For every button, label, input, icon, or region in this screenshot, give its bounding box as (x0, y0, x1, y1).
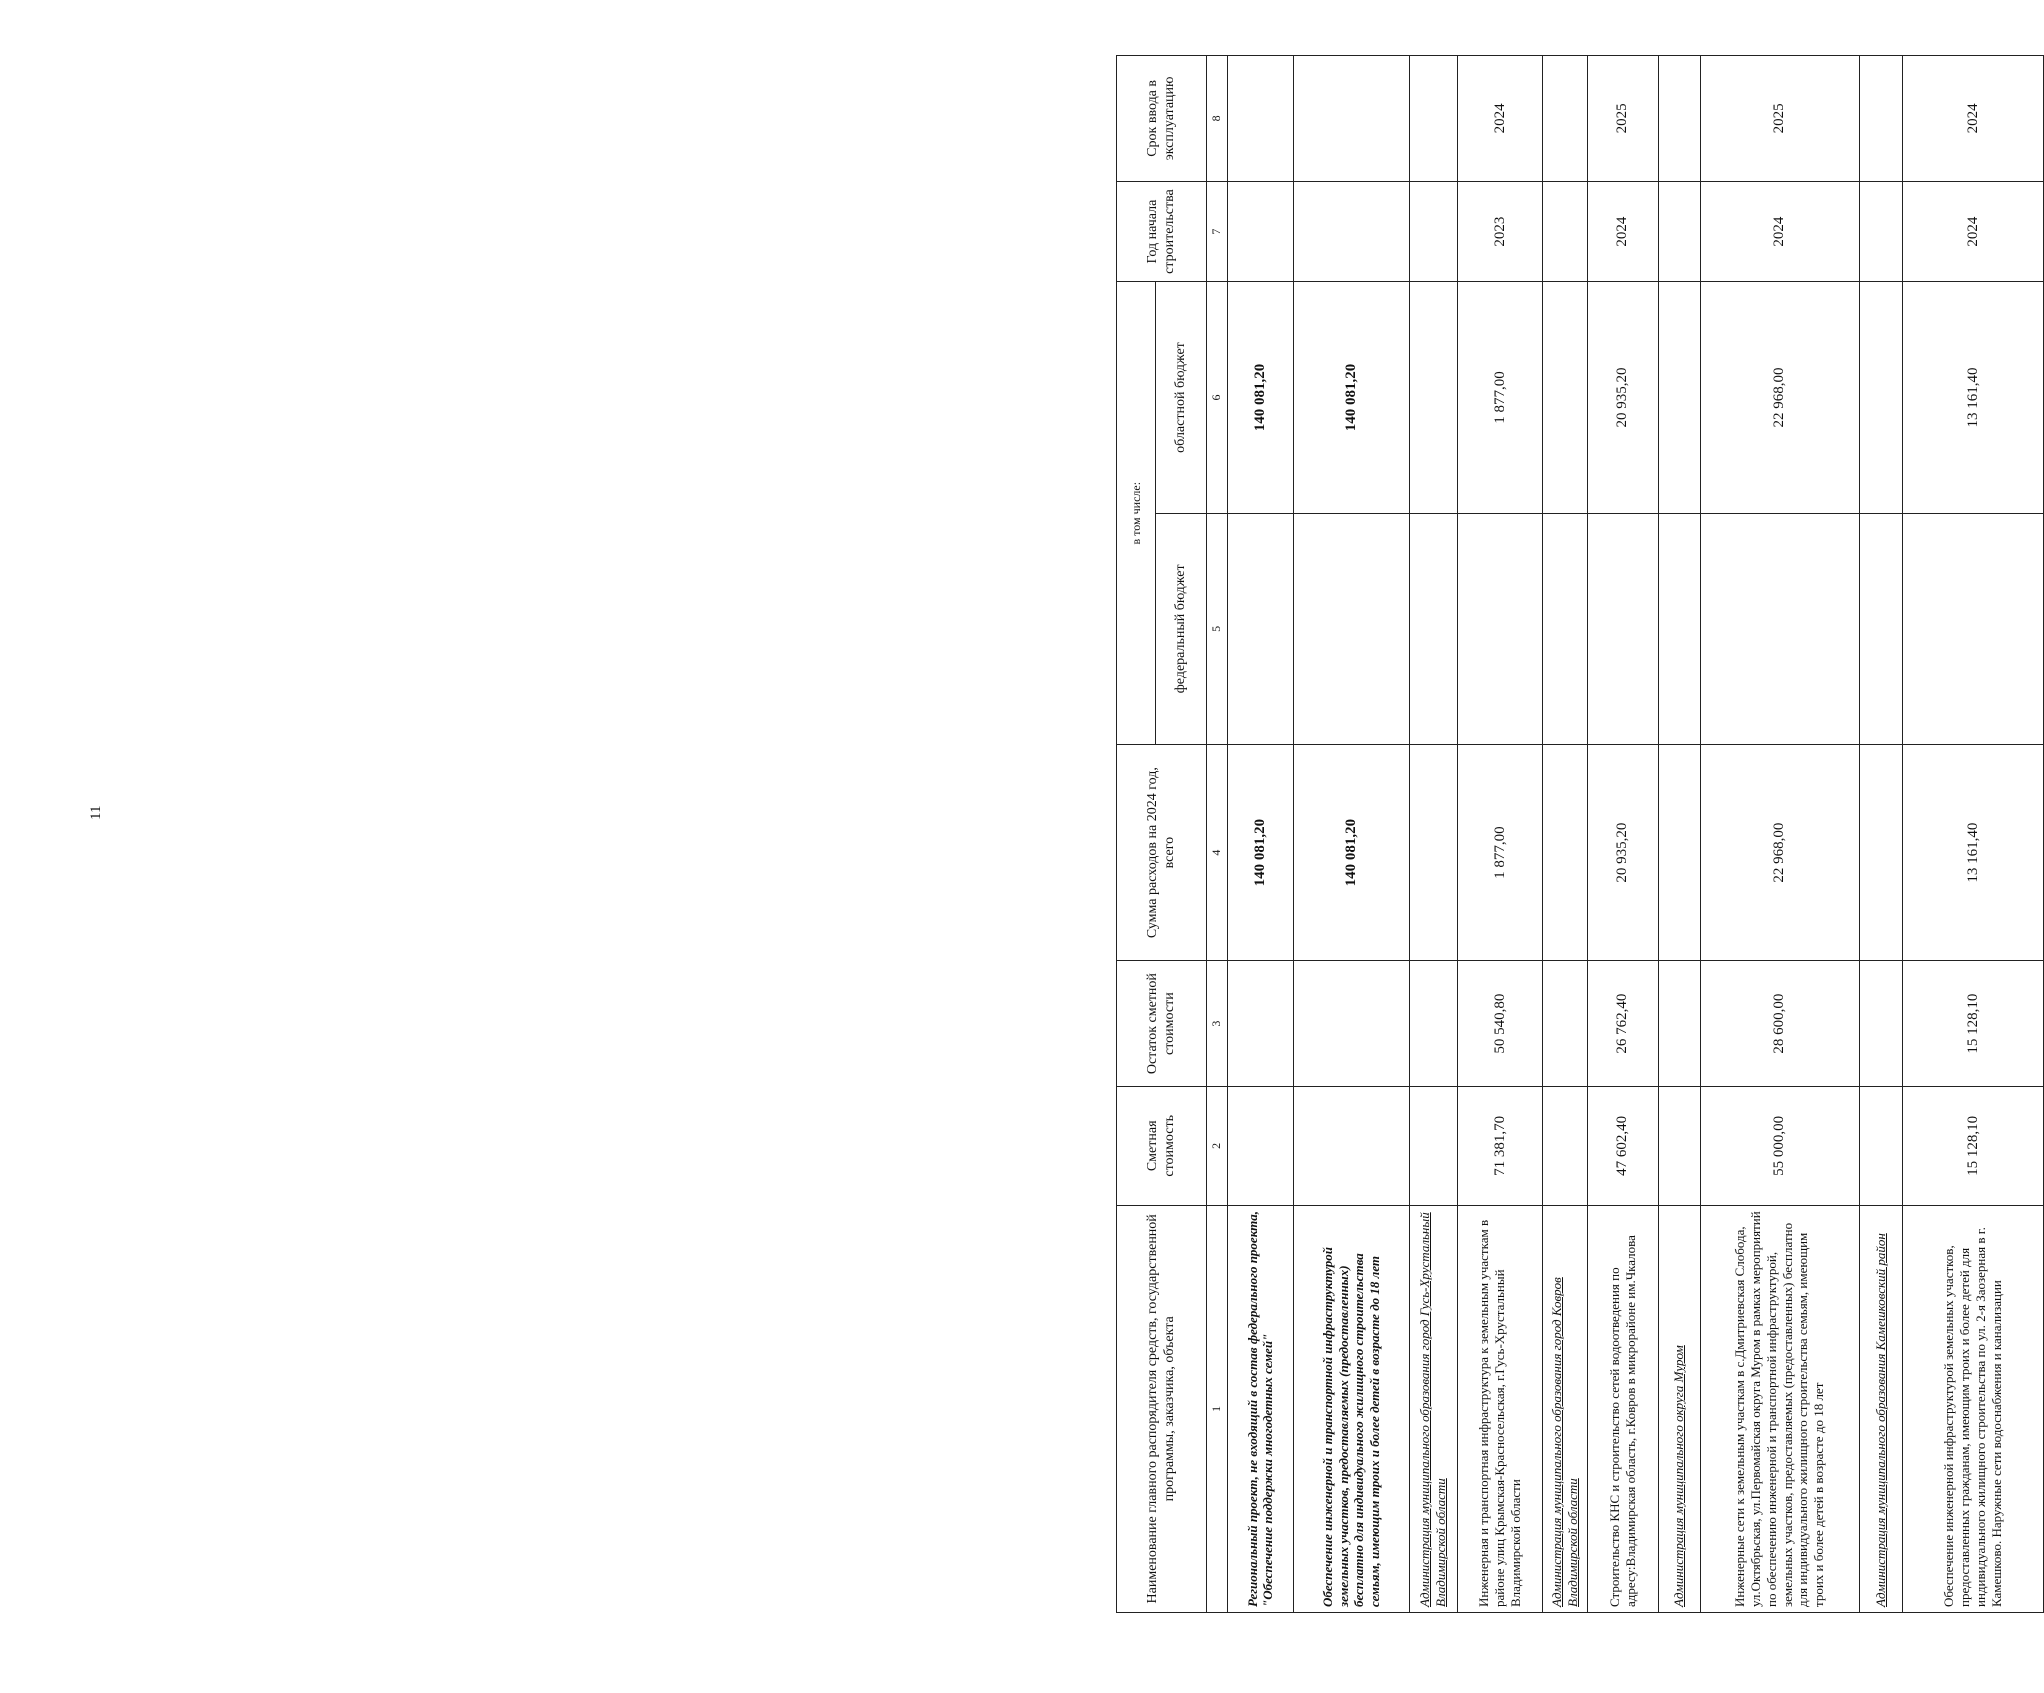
header-col6: областной бюджет (1156, 282, 1207, 513)
cell (1227, 1086, 1294, 1205)
cell (1294, 56, 1409, 182)
cell-cost: 55 000,00 (1700, 1086, 1859, 1205)
cell-total: 13 161,40 (1903, 745, 2044, 961)
cell-remaining: 28 600,00 (1700, 961, 1859, 1087)
table-row (1294, 56, 1409, 1613)
table-row (1903, 56, 2044, 1613)
budget-table-sheet (1116, 55, 2044, 1613)
header-col7: Год начала строительства (1117, 181, 1207, 282)
cell-end-year: 2024 (1903, 56, 2044, 182)
row-name: Администрация муниципального образования город Ковров Владимирской области (1543, 1205, 1588, 1612)
cell (1294, 1086, 1409, 1205)
row-name: Строительство КНС и строительство сетей водоотведения по адресу:Владимирская область, г.Ковров в микрорайоне им.Чкалова (1587, 1205, 1658, 1612)
cell-cost: 15 128,10 (1903, 1086, 2044, 1205)
header-col4: Сумма расходов на 2024 год, всего (1117, 745, 1207, 961)
cell-start-year: 2024 (1700, 181, 1859, 282)
table-row (1859, 56, 1903, 1613)
table-row (1227, 56, 1294, 1613)
cell-regional: 1 877,00 (1457, 282, 1542, 513)
cell (1294, 513, 1409, 744)
col-number: 8 (1206, 56, 1227, 182)
col-number: 4 (1206, 745, 1227, 961)
col-number: 6 (1206, 282, 1227, 513)
table-row (1543, 56, 1588, 1613)
cell (1294, 961, 1409, 1087)
cell-regional: 13 161,40 (1903, 282, 2044, 513)
cell-regional: 22 968,00 (1700, 282, 1859, 513)
cell-end-year: 2025 (1700, 56, 1859, 182)
cell-start-year: 2023 (1457, 181, 1542, 282)
cell-start-year: 2024 (1587, 181, 1658, 282)
col-number: 5 (1206, 513, 1227, 744)
cell-start-year: 2024 (1903, 181, 2044, 282)
col-number: 3 (1206, 961, 1227, 1087)
cell-cost: 47 602,40 (1587, 1086, 1658, 1205)
cell (1227, 513, 1294, 744)
cell-regional: 140 081,20 (1227, 282, 1294, 513)
budget-table (1116, 55, 2044, 1613)
cell-regional: 140 081,20 (1294, 282, 1409, 513)
row-name: Обеспечение инженерной инфраструктурой земельных участков, предоставленных гражданам, имеющим троих и более детей для индивидуального жилищного строительства по ул. 2-я Заозерная в г. Камешково. Наружные сети водоснабжения и канализации (1903, 1205, 2044, 1612)
col-number: 7 (1206, 181, 1227, 282)
cell (1227, 961, 1294, 1087)
cell-total: 1 877,00 (1457, 745, 1542, 961)
header-in-total: в том числе: (1117, 282, 1156, 745)
cell-remaining: 26 762,40 (1587, 961, 1658, 1087)
cell-remaining: 50 540,80 (1457, 961, 1542, 1087)
cell-total: 20 935,20 (1587, 745, 1658, 961)
cell-remaining: 15 128,10 (1903, 961, 2044, 1087)
cell-cost: 71 381,70 (1457, 1086, 1542, 1205)
table-row (1457, 56, 1542, 1613)
header-col2: Сметная стоимость (1117, 1086, 1207, 1205)
cell-total: 140 081,20 (1294, 745, 1409, 961)
page-number: 11 (88, 805, 104, 820)
cell-regional: 20 935,20 (1587, 282, 1658, 513)
row-name: Администрация муниципального образования Камешковский район (1859, 1205, 1903, 1612)
table-row (1659, 56, 1700, 1613)
row-name: Обеспечение инженерной и транспортной инфраструктурой земельных участков, предоставляемых (предоставленных) бесплатно для индивидуального жилищного строительства семьям, имеющим троих и более детей в возрасте до 18 лет (1294, 1205, 1409, 1612)
cell (1903, 513, 2044, 744)
cell (1587, 513, 1658, 744)
cell (1227, 181, 1294, 282)
cell (1700, 513, 1859, 744)
header-col8: Срок ввода в эксплуатацию (1117, 56, 1207, 182)
row-name: Региональный проект, не входящий в состав федерального проекта, "Обеспечение поддержки многодетных семей" (1227, 1205, 1294, 1612)
row-name: Инженерная и транспортная инфраструктура к земельным участкам в районе улиц Крымская-Красносельская, г.Гусь-Хрустальный Владимирской области (1457, 1205, 1542, 1612)
row-name: Инженерные сети к земельным участкам в с.Дмитриевская Слобода, ул.Октябрьская, ул.Первомайская округа Муром в рамках мероприятий по обеспечению инженерной и транспортной инфраструктурой, земельных участков, предоставляемых (предоставленных) бесплатно для индивидуального жилищного строительства семьям, имеющим троих и более детей в возрасте до 18 лет (1700, 1205, 1859, 1612)
col-number: 1 (1206, 1205, 1227, 1612)
header-col5: федеральный бюджет (1156, 513, 1207, 744)
cell-end-year: 2024 (1457, 56, 1542, 182)
cell-end-year: 2025 (1587, 56, 1658, 182)
header-col1: Наименование главного распорядителя средств, государственной программы, заказчика, объекта (1117, 1205, 1207, 1612)
header-col3: Остаток сметной стоимости (1117, 961, 1207, 1087)
row-name: Администрация муниципального образования город Гусь-Хрустальный Владимирской области (1409, 1205, 1457, 1612)
cell-total: 140 081,20 (1227, 745, 1294, 961)
header-row (1117, 56, 1156, 1613)
cell (1227, 56, 1294, 182)
row-name: Администрация муниципального округа Муром (1659, 1205, 1700, 1612)
table-row (1409, 56, 1457, 1613)
table-row (1587, 56, 1658, 1613)
cell-total: 22 968,00 (1700, 745, 1859, 961)
column-number-row (1206, 56, 1227, 1613)
cell (1457, 513, 1542, 744)
table-row (1700, 56, 1859, 1613)
col-number: 2 (1206, 1086, 1227, 1205)
cell (1294, 181, 1409, 282)
